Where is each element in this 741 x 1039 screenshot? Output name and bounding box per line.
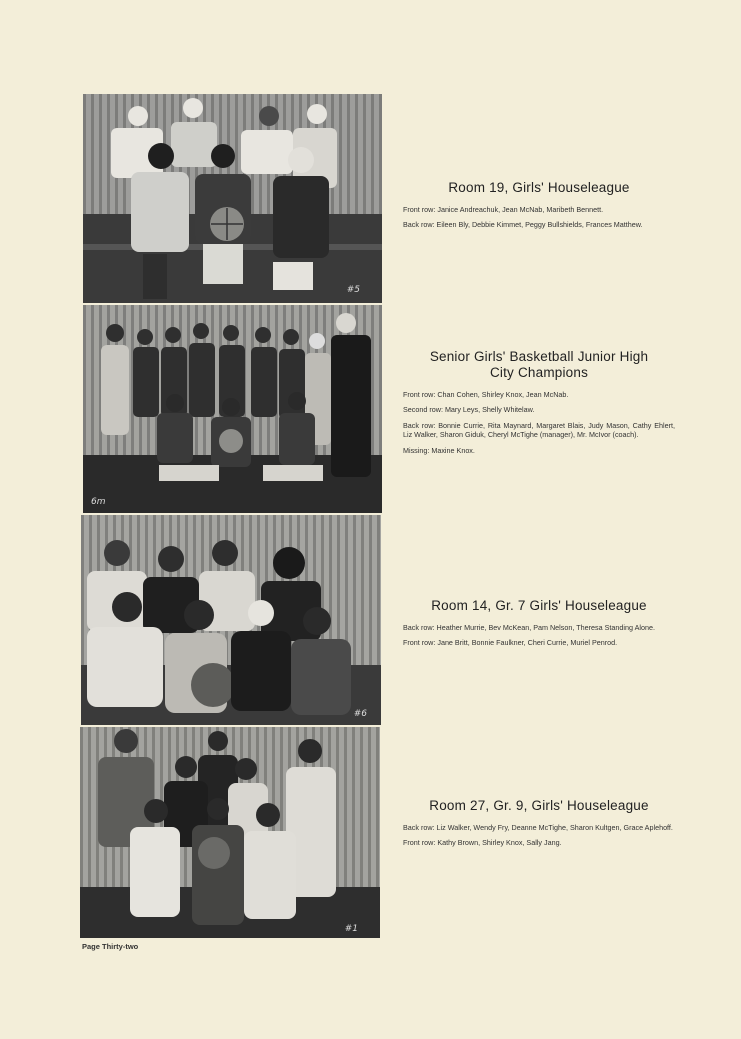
caption-room-27: [403, 798, 675, 854]
photo-number-label: #6: [353, 709, 367, 719]
caption-senior-basketball: [403, 349, 675, 461]
caption-room-14: [403, 598, 675, 654]
caption-line: Second row: Mary Leys, Shelly Whitelaw.: [403, 405, 535, 415]
caption-room-19: [403, 180, 675, 236]
section-heading: Room 27, Gr. 9, Girls' Houseleague: [429, 798, 649, 813]
team-photo-room-19: [83, 94, 382, 303]
caption-line: Back row: Bonnie Currie, Rita Maynard, Margaret Blais, Judy Mason, Cathy Ehlert, Liz Walker, Sharon Giduk, Cheryl McTighe (manager), Mr. McIvor (coach).: [403, 420, 675, 440]
caption-line: Front row: Chan Cohen, Shirley Knox, Jean McNab.: [403, 390, 569, 399]
caption-line: Front row: Jane Britt, Bonnie Faulkner, Cheri Currie, Muriel Penrod.: [403, 638, 618, 648]
caption-line: Back row: Liz Walker, Wendy Fry, Deanne McTighe, Sharon Kultgen, Grace Aplehoff.: [403, 823, 673, 832]
caption-line: Back row: Heather Murrie, Bev McKean, Pam Nelson, Theresa Standing Alone.: [403, 623, 655, 632]
caption-line: Back row: Eileen Bly, Debbie Kimmet, Peggy Bullshields, Frances Matthew.: [403, 220, 643, 230]
team-photo-senior-basketball: [83, 305, 382, 513]
section-heading: Room 14, Gr. 7 Girls' Houseleague: [431, 598, 647, 613]
team-photo-room-27: [80, 727, 380, 938]
photo-number-label: #1: [344, 924, 358, 934]
photo-number-label: 6m: [91, 497, 106, 507]
caption-line: Front row: Janice Andreachuk, Jean McNab, Maribeth Bennett.: [403, 205, 604, 214]
section-heading: Room 19, Girls' Houseleague: [448, 180, 630, 195]
photo-number-label: #5: [346, 285, 360, 295]
section-heading: Senior Girls' Basketball Junior High City Champions: [429, 349, 649, 380]
caption-line: Missing: Maxine Knox.: [403, 445, 475, 455]
team-photo-room-14: [81, 515, 381, 725]
page-number-footer: Page Thirty-two: [82, 942, 139, 951]
caption-line: Front row: Kathy Brown, Shirley Knox, Sally Jang.: [403, 838, 562, 848]
